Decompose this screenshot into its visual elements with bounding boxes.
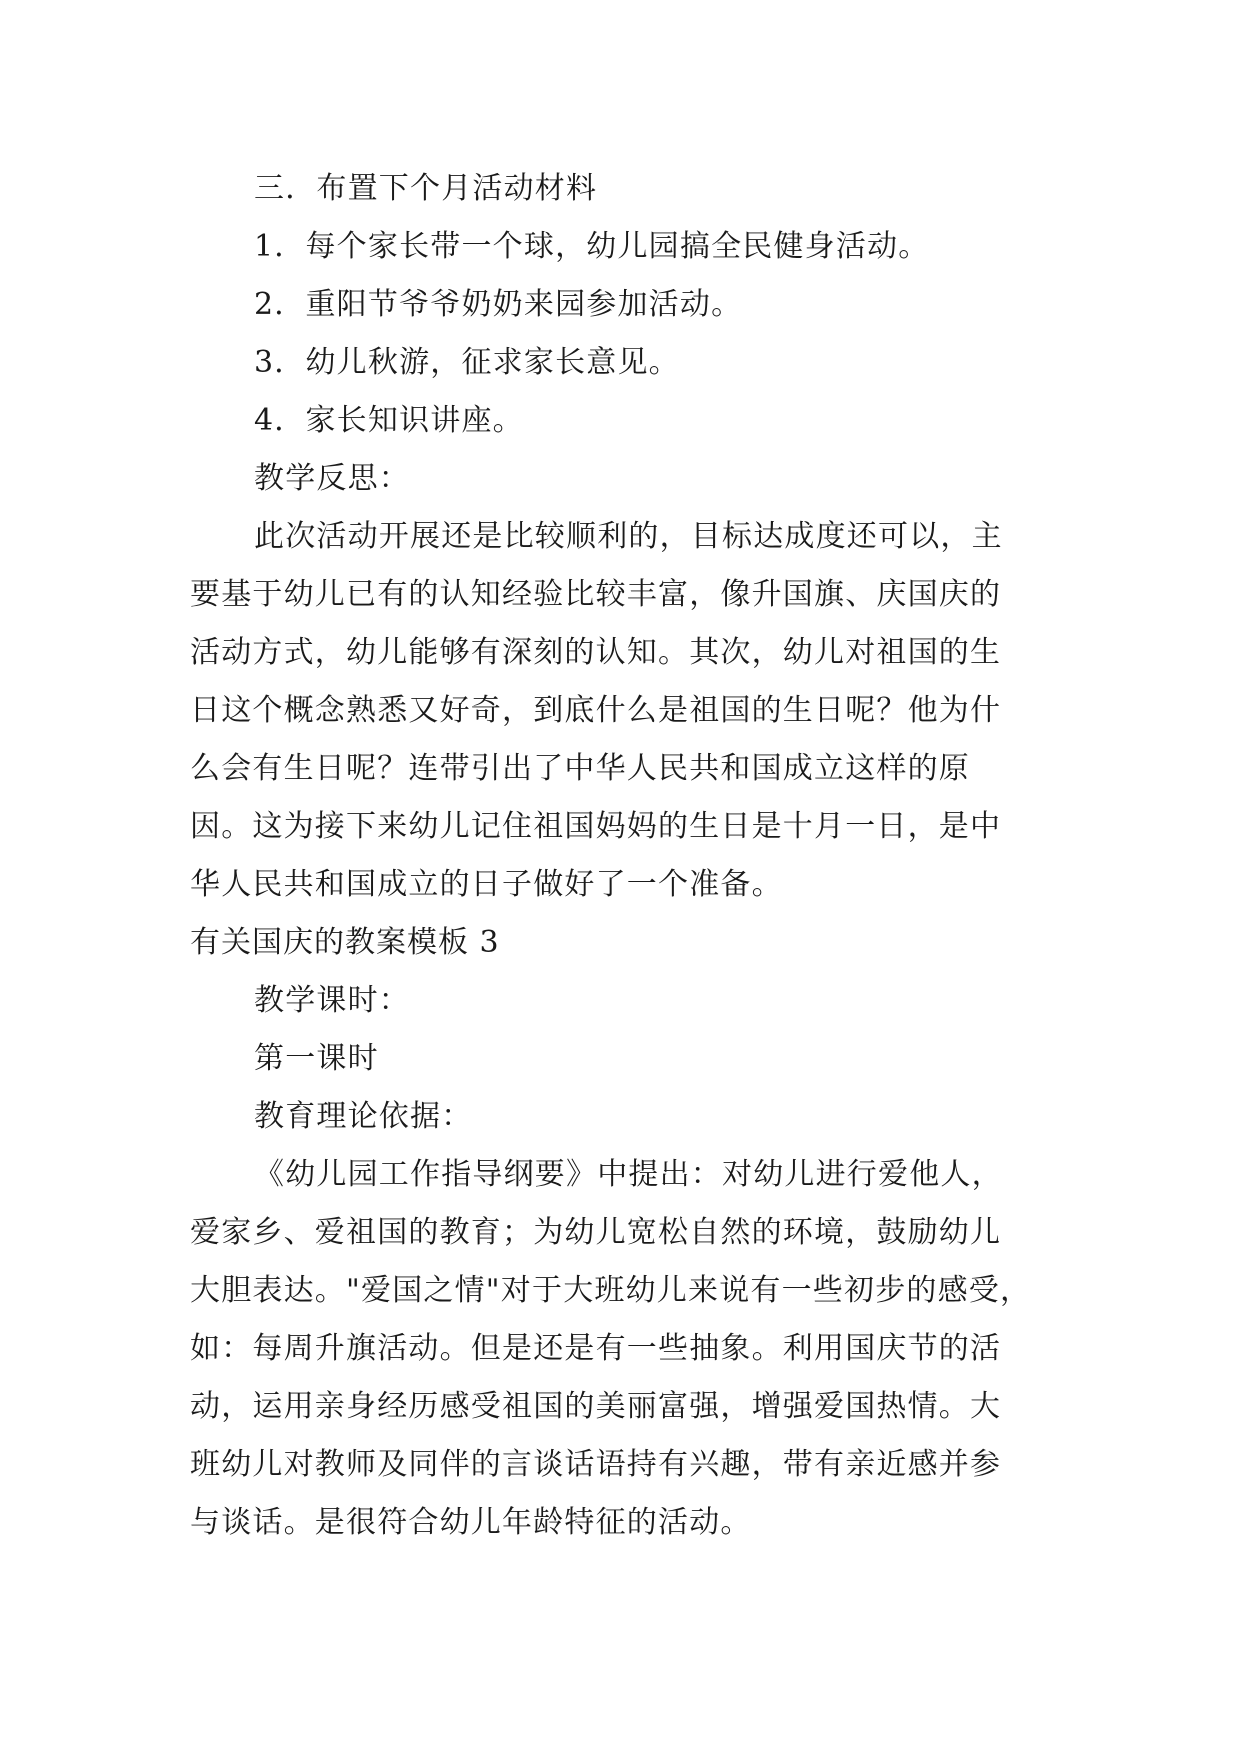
- paragraph-line: 《幼儿园工作指导纲要》中提出：对幼儿进行爱他人，: [254, 1157, 1003, 1192]
- document-body: [190, 160, 1052, 1552]
- paragraph-line: 动，运用亲身经历感受祖国的美丽富强，增强爱国热情。大: [190, 1389, 1002, 1424]
- paragraph-line: 爱家乡、爱祖国的教育；为幼儿宽松自然的环境，鼓励幼儿: [190, 1215, 1002, 1250]
- paragraph-line: 要基于幼儿已有的认知经验比较丰富，像升国旗、庆国庆的: [190, 577, 1002, 612]
- section-text: 第一课时: [254, 1041, 379, 1076]
- paragraph-line: 与谈话。是很符合幼儿年龄特征的活动。: [190, 1505, 752, 1540]
- paragraph-line: 班幼儿对教师及同伴的言谈话语持有兴趣，带有亲近感并参: [190, 1447, 1002, 1482]
- paragraph-line: 么会有生日呢？连带引出了中华人民共和国成立这样的原: [190, 751, 970, 786]
- paragraph-line: 大胆表达。"爱国之情"对于大班幼儿来说有一些初步的感受，: [190, 1273, 1032, 1308]
- section-heading: 教学反思：: [254, 461, 410, 496]
- list-item: 2．重阳节爷爷奶奶来园参加活动。: [254, 287, 743, 322]
- paragraph-line: 活动方式，幼儿能够有深刻的认知。其次，幼儿对祖国的生: [190, 635, 1002, 670]
- paragraph-line: 华人民共和国成立的日子做好了一个准备。: [190, 867, 783, 902]
- section-heading: 教育理论依据：: [254, 1099, 473, 1134]
- section-heading: 三．布置下个月活动材料: [254, 171, 598, 206]
- list-item: 3．幼儿秋游，征求家长意见。: [254, 345, 680, 380]
- section-heading: 教学课时：: [254, 983, 410, 1018]
- list-item: 1．每个家长带一个球，幼儿园搞全民健身活动。: [254, 229, 930, 264]
- list-item: 4．家长知识讲座。: [254, 403, 524, 438]
- paragraph-line: 如：每周升旗活动。但是还是有一些抽象。利用国庆节的活: [190, 1331, 1002, 1366]
- paragraph-line: 日这个概念熟悉又好奇，到底什么是祖国的生日呢？他为什: [190, 693, 1002, 728]
- document-title: 有关国庆的教案模板 3: [190, 925, 500, 960]
- paragraph-line: 因。这为接下来幼儿记住祖国妈妈的生日是十月一日，是中: [190, 809, 1002, 844]
- paragraph-line: 此次活动开展还是比较顺利的，目标达成度还可以，主: [254, 519, 1003, 554]
